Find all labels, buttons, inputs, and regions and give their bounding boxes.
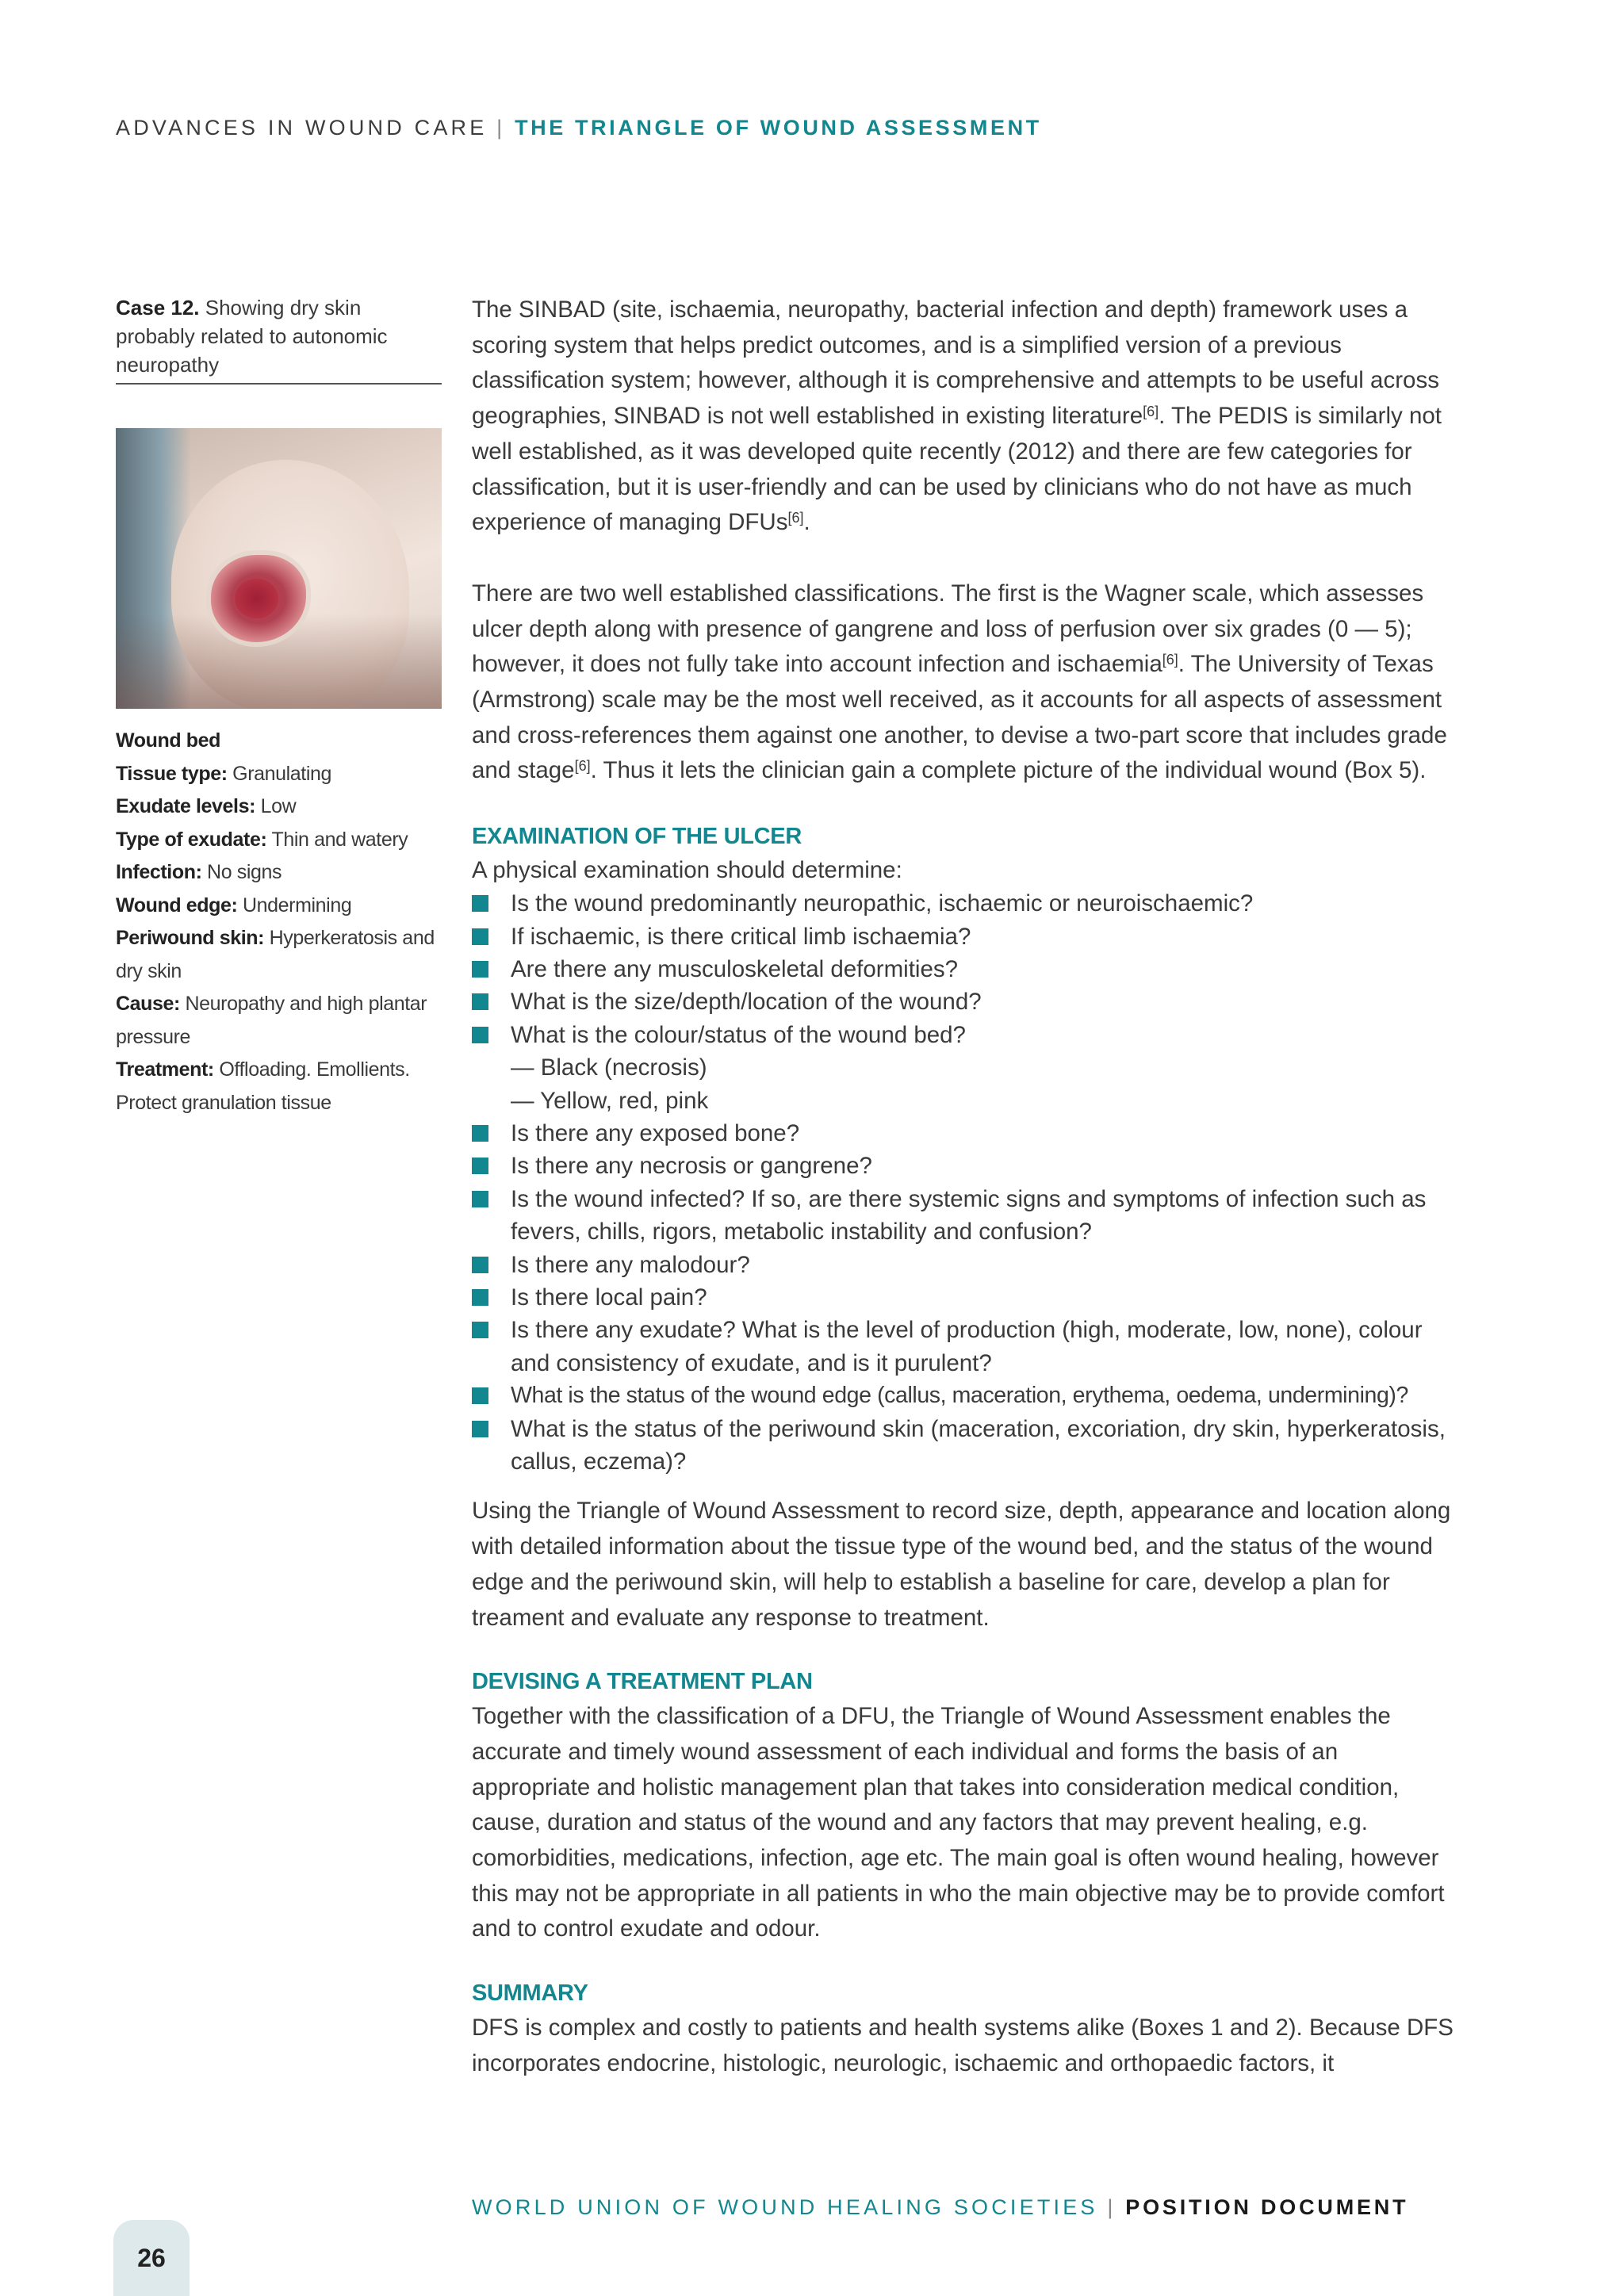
running-header	[116, 116, 1042, 140]
paragraph-sinbad: The SINBAD (site, ischaemia, neuropathy, bacterial infection and depth) framework uses a scoring system that helps predict outcomes, and is a simplified version of a previous classification system; however, although it is comprehensive and attempts to be useful across geographies, SINBAD is not well established in existing literature[6]. The PEDIS is similarly not well established, as it was developed quite recently (2012) and there are few categories for classification, but it is user-friendly and can be used by clinicians who do not have as much experience of managing DFUs[6].	[472, 297, 1442, 536]
bullet-square-icon	[472, 1125, 488, 1142]
exam-checklist	[472, 887, 1455, 1478]
bullet-square-icon	[472, 1421, 488, 1437]
bullet-square-icon	[472, 1257, 488, 1273]
case-details	[116, 725, 442, 1119]
list-item: Is there any exudate? What is the level of production (high, moderate, low, none), colour and consistency of exudate, and is it purulent?	[472, 1314, 1455, 1380]
list-item: What is the size/depth/location of the wound?	[472, 985, 1455, 1018]
bullet-square-icon	[472, 1387, 488, 1404]
list-item: Is there any malodour?	[472, 1249, 1455, 1281]
citation: [6]	[1162, 652, 1178, 668]
exam-intro: A physical examination should determine:	[472, 857, 902, 884]
list-item: Is the wound infected? If so, are there systemic signs and symptoms of infection such as fevers, chills, rigors, metabolic instability and confusion?	[472, 1183, 1455, 1249]
list-item: Are there any musculoskeletal deformities?	[472, 953, 1455, 985]
bullet-square-icon	[472, 1027, 488, 1043]
detail-item: Tissue type: Granulating	[116, 762, 332, 785]
paragraph-classifications: There are two well established classifications. The first is the Wagner scale, which assesses ulcer depth along with presence of gangrene and loss of perfusion over six grades (0 — 5); however, it does not fully take into account infection and ischaemia[6]. The University of Texas (Armstrong) scale may be the most well received, as it accounts for all aspects of assessment and cross-references them against one another, to devise a two-part score that includes grade and stage[6]. Thus it lets the clinician gain a complete picture of the individual wound (Box 5).	[472, 580, 1447, 784]
list-item: Is there any necrosis or gangrene?	[472, 1150, 1455, 1182]
paragraph-triangle: Using the Triangle of Wound Assessment to record size, depth, appearance and location along with detailed information about the tissue type of the wound bed, and the status of the wound edge and the periwound skin, will help to establish a baseline for care, develop a plan for treament and evaluate any response to treatment.	[472, 1498, 1451, 1631]
detail-item: Periwound skin: Hyperkeratosis and dry skin	[116, 927, 435, 982]
wound-photo	[116, 428, 442, 709]
list-item: What is the colour/status of the wound bed?	[472, 1019, 1455, 1051]
page-number: 26	[137, 2243, 166, 2272]
bullet-square-icon	[472, 895, 488, 912]
bullet-square-icon	[472, 1322, 488, 1338]
case-caption-text: Showing dry skin probably related to autonomic neuropathy	[116, 296, 388, 377]
header-journal: ADVANCES IN WOUND CARE	[116, 116, 488, 140]
list-item: What is the status of the periwound skin (maceration, excoriation, dry skin, hyperkeratosis, callus, eczema)?	[472, 1413, 1455, 1479]
bullet-square-icon	[472, 1191, 488, 1207]
citation: [6]	[1143, 404, 1159, 420]
detail-item: Type of exudate: Thin and watery	[116, 828, 408, 851]
list-item: What is the status of the wound edge (callus, maceration, erythema, oedema, undermining)?	[472, 1380, 1455, 1412]
details-heading: Wound bed	[116, 729, 221, 752]
list-subitem: — Black (necrosis)	[511, 1054, 707, 1081]
bullet-square-icon	[472, 993, 488, 1010]
list-item: Is there any exposed bone?	[472, 1117, 1455, 1150]
section-title-treatment-plan: DEVISING A TREATMENT PLAN	[472, 1669, 813, 1695]
citation: [6]	[787, 510, 804, 526]
paragraph-treatment-plan: Together with the classification of a DFU, the Triangle of Wound Assessment enables the accurate and timely wound assessment of each individual and forms the basis of an appropriate and holistic management plan that takes into consideration medical condition, cause, duration and status of the wound and any factors that may prevent healing, e.g. comorbidities, medications, infection, age etc. The main goal is often wound healing, however this may not be appropriate in all patients in who the main objective may be to provide comfort and to control exudate and odour.	[472, 1703, 1445, 1942]
main-text	[472, 293, 1455, 2082]
case-caption	[116, 293, 442, 385]
list-subitem: — Yellow, red, pink	[511, 1087, 709, 1114]
list-item: If ischaemic, is there critical limb ischaemia?	[472, 920, 1455, 953]
paragraph-summary: DFS is complex and costly to patients and health systems alike (Boxes 1 and 2). Because DFS incorporates endocrine, histologic, neurologic, ischaemic and orthopaedic factors, it	[472, 2015, 1454, 2076]
section-title-examination: EXAMINATION OF THE ULCER	[472, 824, 802, 850]
detail-item: Cause: Neuropathy and high plantar pressure	[116, 993, 427, 1048]
footer-doc-type: POSITION DOCUMENT	[1125, 2195, 1409, 2219]
bullet-square-icon	[472, 928, 488, 945]
citation: [6]	[574, 758, 591, 775]
detail-item: Exudate levels: Low	[116, 795, 297, 817]
header-section: THE TRIANGLE OF WOUND ASSESSMENT	[515, 116, 1042, 140]
running-footer	[472, 2195, 1408, 2220]
section-title-summary: SUMMARY	[472, 1980, 588, 2007]
case-label: Case 12.	[116, 296, 200, 320]
detail-item: Infection: No signs	[116, 861, 282, 883]
list-item: Is there local pain?	[472, 1281, 1455, 1314]
detail-item: Treatment: Offloading. Emollients. Protect granulation tissue	[116, 1058, 410, 1114]
bullet-square-icon	[472, 1158, 488, 1174]
header-separator: |	[487, 116, 515, 140]
bullet-square-icon	[472, 961, 488, 978]
bullet-square-icon	[472, 1289, 488, 1306]
footer-organisation: WORLD UNION OF WOUND HEALING SOCIETIES	[472, 2195, 1098, 2219]
list-item: Is the wound predominantly neuropathic, ischaemic or neuroischaemic?	[472, 887, 1455, 920]
footer-separator: |	[1097, 2195, 1126, 2219]
page-number-tab	[113, 2220, 190, 2296]
case-sidebar	[116, 293, 442, 1119]
detail-item: Wound edge: Undermining	[116, 894, 352, 916]
